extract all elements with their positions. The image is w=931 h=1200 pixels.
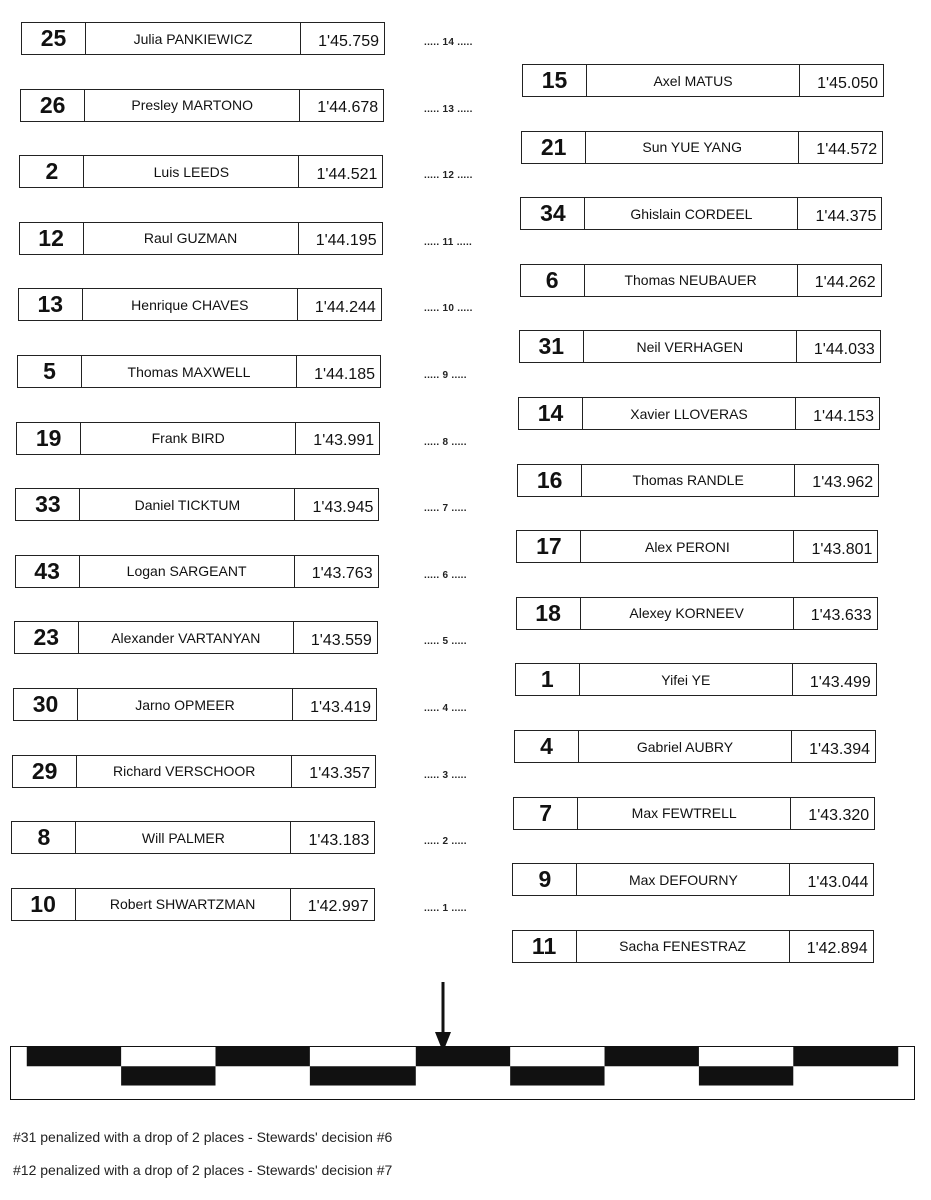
grid-entry (19, 155, 383, 188)
car-number: 31 (520, 331, 584, 362)
driver-name: Alexander VARTANYAN (111, 629, 261, 646)
driver-name: Thomas RANDLE (632, 472, 744, 489)
lap-time: 1'43.499 (792, 664, 876, 695)
lap-time: 1'43.962 (794, 465, 878, 496)
grid-entry (18, 288, 382, 321)
down-arrow-icon (435, 982, 451, 1052)
lap-time: 1'44.678 (299, 90, 383, 121)
grid-entry (14, 621, 378, 654)
car-number: 10 (12, 889, 76, 920)
checker-square (121, 1066, 215, 1085)
lap-time: 1'44.185 (296, 356, 380, 387)
grid-entry (516, 530, 878, 563)
grid-entry (20, 89, 384, 122)
lap-time: 1'43.320 (790, 798, 874, 829)
grid-entry (518, 397, 880, 430)
driver-name: Gabriel AUBRY (636, 738, 734, 755)
car-number: 18 (517, 598, 581, 629)
lap-time: 1'44.262 (797, 265, 881, 296)
lap-time: 1'44.195 (298, 223, 382, 254)
car-number: 2 (20, 156, 84, 187)
driver-name: Sun YUE YANG (642, 139, 742, 156)
grid-entry (517, 464, 879, 497)
driver-name: Richard VERSCHOOR (113, 763, 256, 780)
grid-slot-label: ..... 11 ..... (424, 236, 473, 248)
driver-name: Henrique CHAVES (131, 296, 249, 313)
grid-entry (514, 730, 876, 763)
lap-time: 1'44.033 (796, 331, 880, 362)
grid-slot-label: ..... 12 ..... (424, 170, 473, 182)
car-number: 26 (21, 90, 85, 121)
driver-name: Jarno OPMEER (135, 696, 235, 713)
grid-slot-label: ..... 7 ..... (424, 503, 467, 515)
driver-name: Neil VERHAGEN (636, 338, 744, 355)
car-number: 8 (12, 822, 76, 853)
grid-entry (512, 930, 874, 963)
car-number: 29 (13, 756, 77, 787)
checker-square (699, 1066, 793, 1085)
checker-square (793, 1047, 898, 1066)
grid-entry (512, 863, 874, 896)
lap-time: 1'43.183 (290, 822, 374, 853)
lap-time: 1'43.559 (293, 622, 377, 653)
car-number: 7 (514, 798, 578, 829)
driver-name: Yifei YE (661, 671, 711, 688)
driver-name: Thomas MAXWELL (127, 363, 251, 380)
car-number: 16 (518, 465, 582, 496)
lap-time: 1'43.945 (294, 489, 378, 520)
lap-time: 1'45.759 (300, 23, 384, 54)
driver-name: Thomas NEUBAUER (624, 272, 757, 289)
lap-time: 1'43.763 (294, 556, 378, 587)
grid-entry (19, 222, 383, 255)
lap-time: 1'44.572 (798, 132, 882, 163)
car-number: 15 (523, 65, 587, 96)
grid-slot-label: ..... 9 ..... (424, 370, 467, 381)
lap-time: 1'43.357 (291, 756, 375, 787)
penalty-note: #12 penalized with a drop of 2 places - Stewards' decision #7 (13, 1162, 393, 1178)
grid-slot-label: ..... 13 ..... (424, 103, 473, 115)
car-number: 43 (16, 556, 80, 587)
car-number: 12 (20, 223, 84, 254)
driver-name: Max FEWTRELL (631, 805, 737, 822)
driver-name: Ghislain CORDEEL (630, 205, 753, 222)
grid-entry (17, 355, 381, 388)
grid-entry (15, 555, 379, 588)
car-number: 19 (17, 423, 81, 454)
driver-name: Sacha FENESTRAZ (619, 938, 746, 955)
checker-square (510, 1066, 604, 1085)
lap-time: 1'43.394 (791, 731, 875, 762)
driver-name: Max DEFOURNY (628, 871, 738, 888)
grid-entry (520, 264, 882, 297)
grid-entry (21, 22, 385, 55)
grid-entry (519, 330, 881, 363)
lap-time: 1'43.044 (789, 864, 873, 895)
checker-square (216, 1047, 310, 1066)
grid-entry (11, 888, 375, 921)
grid-slot-label: ..... 8 ..... (424, 436, 467, 448)
car-number: 30 (14, 689, 78, 720)
driver-name: Raul GUZMAN (143, 230, 238, 247)
grid-entry (520, 197, 882, 230)
grid-slot-label: ..... 5 ..... (424, 636, 467, 648)
grid-entry (516, 597, 878, 630)
lap-time: 1'43.633 (793, 598, 877, 629)
driver-name: Luis LEEDS (153, 163, 230, 180)
car-number: 6 (521, 265, 585, 296)
grid-entry (521, 131, 883, 164)
lap-time: 1'42.894 (789, 931, 873, 962)
lap-time: 1'43.801 (793, 531, 877, 562)
car-number: 34 (521, 198, 585, 229)
lap-time: 1'44.375 (797, 198, 881, 229)
driver-name: Will PALMER (141, 829, 225, 846)
car-number: 21 (522, 132, 586, 163)
car-number: 5 (18, 356, 82, 387)
driver-name: Alex PERONI (644, 538, 730, 555)
driver-name: Presley MARTONO (131, 97, 253, 114)
grid-entry (15, 488, 379, 521)
lap-time: 1'44.244 (297, 289, 381, 320)
car-number: 23 (15, 622, 79, 653)
grid-slot-label: ..... 3 ..... (424, 769, 467, 781)
grid-entry (513, 797, 875, 830)
checker-square (416, 1047, 510, 1066)
car-number: 33 (16, 489, 80, 520)
driver-name: Daniel TICKTUM (134, 496, 241, 513)
car-number: 25 (22, 23, 86, 54)
grid-entry (13, 688, 377, 721)
grid-slot-label: ..... 10 ..... (424, 303, 473, 315)
car-number: 11 (513, 931, 577, 962)
car-number: 4 (515, 731, 579, 762)
grid-entry (12, 755, 376, 788)
driver-name: Xavier LLOVERAS (630, 405, 748, 422)
driver-name: Alexey KORNEEV (629, 605, 744, 622)
lap-time: 1'45.050 (799, 65, 883, 96)
car-number: 9 (513, 864, 577, 895)
start-line-checkered-band (10, 1046, 915, 1100)
grid-slot-label: ..... 4 ..... (424, 703, 467, 714)
checker-square (605, 1047, 699, 1066)
driver-name: Robert SHWARTZMAN (109, 896, 256, 913)
grid-entry (16, 422, 380, 455)
grid-entry (11, 821, 375, 854)
grid-slot-label: ..... 1 ..... (424, 902, 467, 914)
grid-slot-label: ..... 14 ..... (424, 37, 473, 48)
penalty-note: #31 penalized with a drop of 2 places - Stewards' decision #6 (13, 1129, 393, 1145)
grid-entry (515, 663, 877, 696)
car-number: 17 (517, 531, 581, 562)
driver-name: Logan SARGEANT (126, 563, 247, 580)
lap-time: 1'43.419 (292, 689, 376, 720)
grid-slot-label: ..... 2 ..... (424, 836, 467, 848)
checker-square (27, 1047, 121, 1066)
lap-time: 1'44.153 (795, 398, 879, 429)
driver-name: Frank BIRD (151, 430, 225, 447)
car-number: 1 (516, 664, 580, 695)
driver-name: Axel MATUS (653, 72, 733, 89)
grid-entry (522, 64, 884, 97)
driver-name: Julia PANKIEWICZ (133, 30, 253, 47)
car-number: 13 (19, 289, 83, 320)
lap-time: 1'42.997 (290, 889, 374, 920)
grid-slot-label: ..... 6 ..... (424, 569, 467, 581)
lap-time: 1'43.991 (295, 423, 379, 454)
car-number: 14 (519, 398, 583, 429)
lap-time: 1'44.521 (298, 156, 382, 187)
checker-square (310, 1066, 416, 1085)
